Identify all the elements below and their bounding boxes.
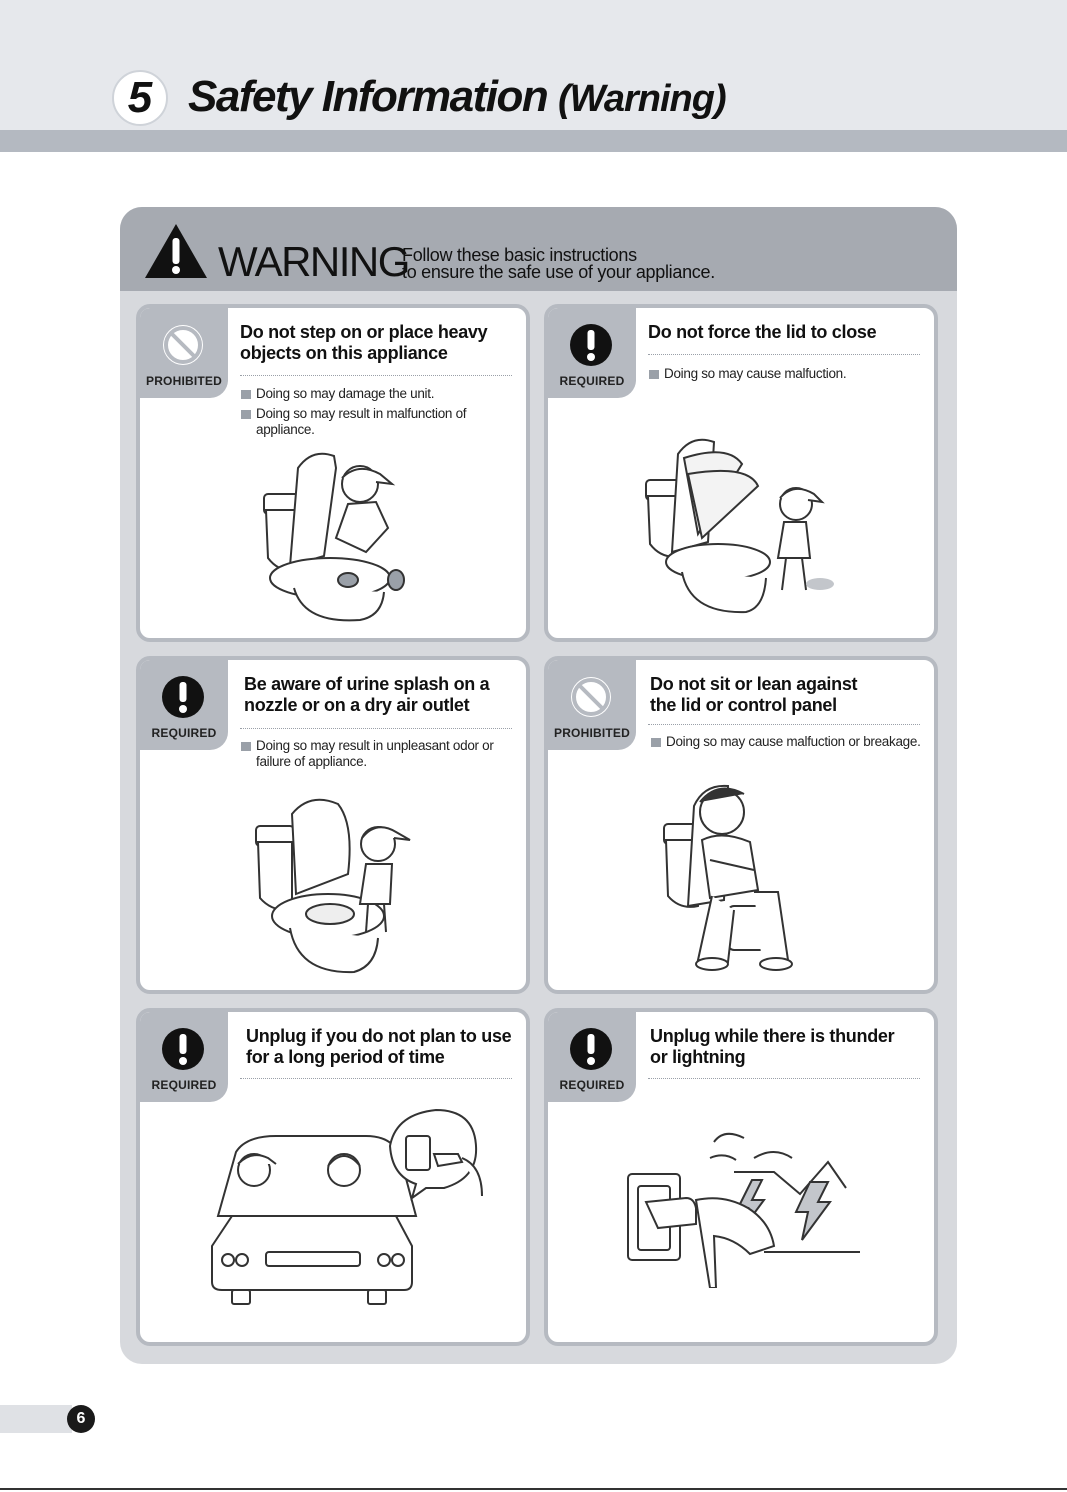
divider: [648, 724, 920, 725]
page-title: [188, 72, 726, 122]
prohibited-icon: [568, 674, 614, 720]
bullet-item: Doing so may result in unpleasant odor or failure of appliance.: [240, 738, 522, 770]
card-title-line: the lid or control panel: [650, 695, 837, 715]
card-title-line: objects on this appliance: [240, 343, 448, 363]
card-urine-splash: [136, 656, 530, 994]
bullet-item: Doing so may damage the unit.: [240, 386, 522, 402]
required-badge: [140, 1012, 228, 1102]
badge-label: REQUIRED: [151, 1078, 217, 1092]
card-title-line: Unplug while there is thunder: [650, 1026, 895, 1046]
page-title-main: Safety Information: [188, 72, 548, 121]
family-in-car-illustration: [206, 1106, 496, 1312]
bottom-rule: [0, 1488, 1067, 1490]
divider: [648, 1078, 920, 1079]
warning-heading: WARNING: [218, 238, 409, 285]
required-badge: [548, 1012, 636, 1102]
card-title: [650, 1026, 935, 1068]
divider: [240, 1078, 512, 1079]
footer-bar: [0, 1405, 72, 1433]
card-unplug-long-period: [136, 1008, 530, 1346]
required-badge: [140, 660, 228, 750]
badge-label: REQUIRED: [151, 726, 217, 740]
prohibited-badge: [548, 660, 636, 750]
badge-label: REQUIRED: [559, 1078, 625, 1092]
warning-subtitle: [402, 247, 715, 281]
bullet-item: Doing so may result in malfunction of appliance.: [240, 406, 522, 438]
card-title: [246, 1026, 530, 1068]
child-urinating-illustration: [244, 794, 424, 984]
card-title: [240, 322, 525, 364]
exclamation-icon: [160, 674, 206, 720]
header-band: [0, 130, 1067, 152]
card-title-line: Unplug if you do not plan to use: [246, 1026, 512, 1046]
exclamation-icon: [568, 1026, 614, 1072]
exclamation-icon: [568, 322, 614, 368]
prohibited-badge: [140, 308, 228, 398]
child-closing-lid-illustration: [638, 434, 838, 634]
card-force-lid: [544, 304, 938, 642]
card-title: [244, 674, 529, 716]
card-unplug-thunder: [544, 1008, 938, 1346]
child-on-toilet-illustration: [250, 448, 430, 628]
card-title: [650, 674, 935, 716]
bullet-item: Doing so may cause malfuction.: [648, 366, 930, 382]
card-title-line: Do not sit or lean against: [650, 674, 858, 694]
card-title-line: Be aware of urine splash on a: [244, 674, 490, 694]
divider: [240, 728, 512, 729]
prohibited-icon: [160, 322, 206, 368]
card-title: [648, 322, 933, 343]
badge-label: PROHIBITED: [145, 374, 222, 388]
divider: [648, 354, 920, 355]
card-step-on-appliance: [136, 304, 530, 642]
badge-label: PROHIBITED: [553, 726, 630, 740]
man-leaning-on-lid-illustration: [658, 780, 828, 980]
unplug-lightning-illustration: [624, 1128, 874, 1288]
card-title-line: or lightning: [650, 1047, 746, 1067]
card-title-line: Do not force the lid to close: [648, 322, 877, 342]
divider: [240, 375, 512, 376]
card-title-line: Do not step on or place heavy: [240, 322, 488, 342]
card-sit-on-lid: [544, 656, 938, 994]
exclamation-icon: [160, 1026, 206, 1072]
warning-subtitle-line2: to ensure the safe use of your appliance.: [402, 262, 715, 282]
warning-triangle-icon: [143, 222, 209, 280]
chapter-number-badge: [112, 70, 168, 126]
chapter-number: 5: [127, 73, 153, 122]
warning-subtitle-line1: Follow these basic instructions: [402, 245, 637, 265]
bullet-item: Doing so may cause malfuction or breakage.: [650, 734, 932, 750]
badge-label: REQUIRED: [559, 374, 625, 388]
page-number: 6: [67, 1405, 95, 1433]
page-title-suffix: (Warning): [558, 78, 726, 120]
required-badge: [548, 308, 636, 398]
card-title-line: for a long period of time: [246, 1047, 445, 1067]
card-title-line: nozzle or on a dry air outlet: [244, 695, 470, 715]
